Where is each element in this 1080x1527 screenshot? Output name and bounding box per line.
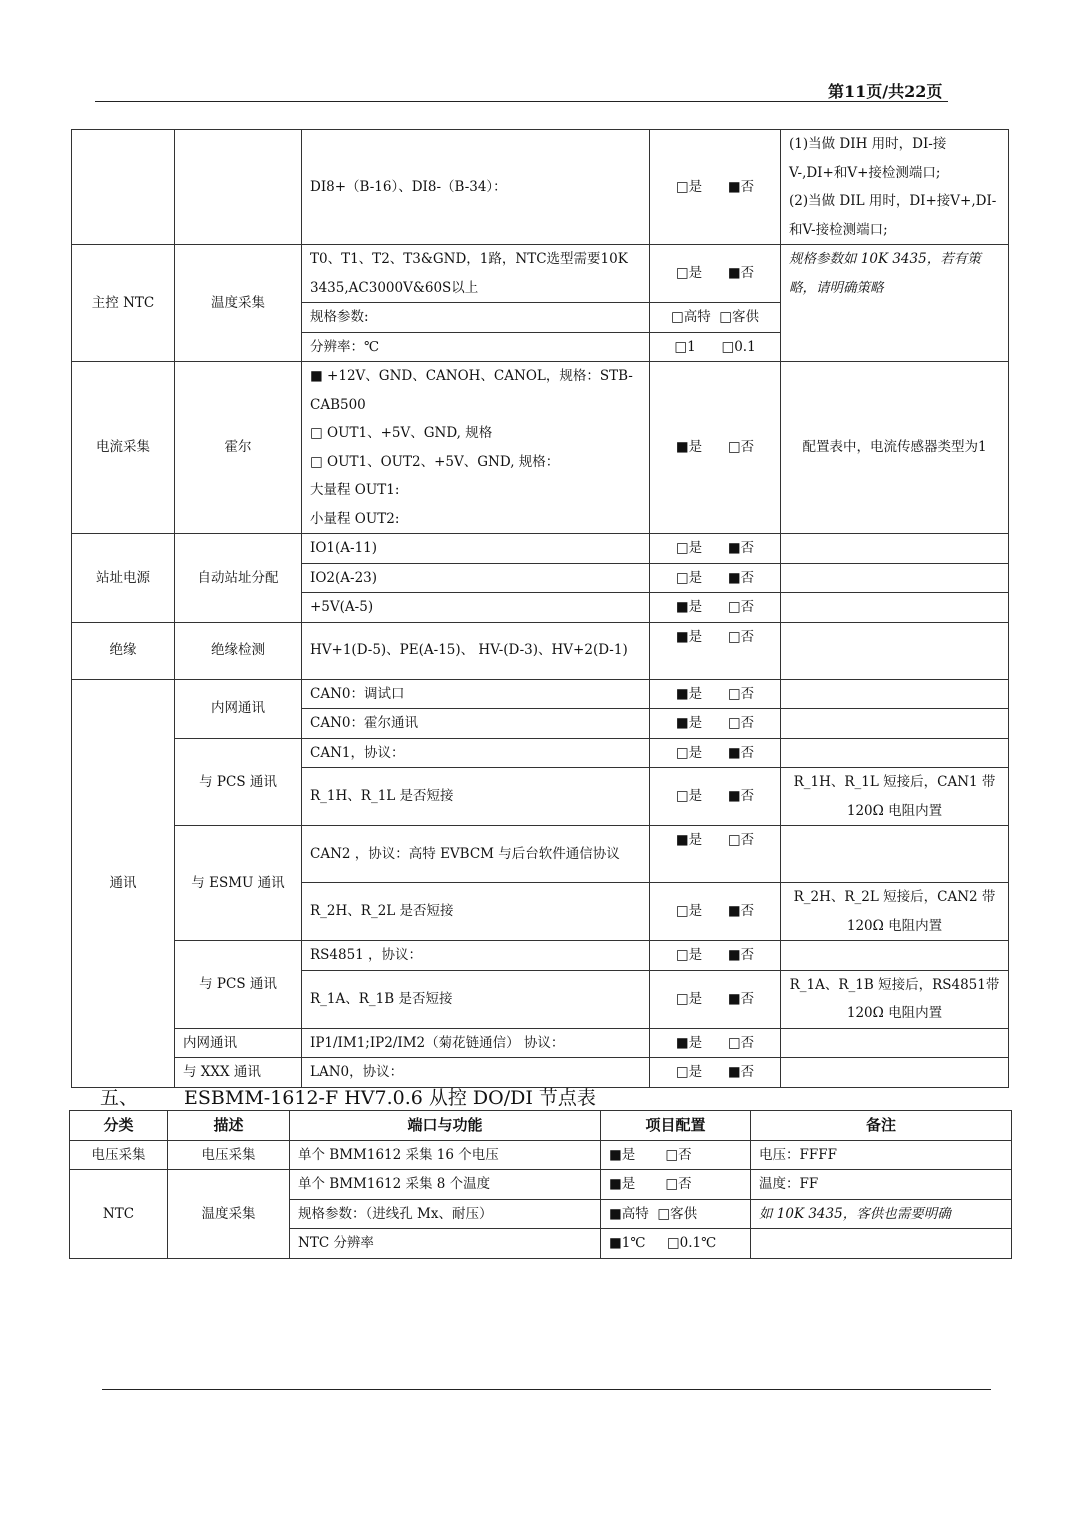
description-cell: 内网通讯 — [175, 679, 302, 738]
table-row — [72, 1028, 1009, 1058]
option-unchecked[interactable]: □是 — [675, 178, 703, 195]
table-row — [72, 245, 1009, 303]
category-cell: 电压采集 — [70, 1140, 168, 1170]
port-cell: NTC 分辨率 — [290, 1229, 601, 1259]
category-cell: 主控 NTC — [72, 245, 175, 362]
column-header: 项目配置 — [601, 1111, 751, 1141]
port-cell: IP1/IM1;IP2/IM2（菊花链通信） 协议： — [302, 1028, 650, 1058]
port-cell: R_1H、R_1L 是否短接 — [302, 768, 650, 826]
config-cell: ■是 □否 — [650, 362, 781, 534]
description-cell: 温度采集 — [175, 245, 302, 362]
config-cell: □是 ■否 — [650, 738, 781, 768]
port-cell: CAN0：调试口 — [302, 679, 650, 709]
port-cell: 分辨率：℃ — [302, 332, 650, 362]
table-header-row — [70, 1111, 1012, 1141]
column-header: 分类 — [70, 1111, 168, 1141]
port-cell: R_1A、R_1B 是否短接 — [302, 970, 650, 1028]
config-cell: ■是 □否 — [601, 1140, 751, 1170]
port-cell: 单个 BMM1612 采集 16 个电压 — [290, 1140, 601, 1170]
description-cell: 内网通讯 — [175, 1028, 302, 1058]
column-header: 描述 — [168, 1111, 290, 1141]
port-cell: CAN0：霍尔通讯 — [302, 709, 650, 739]
column-header: 端口与功能 — [290, 1111, 601, 1141]
table-row — [72, 738, 1009, 768]
node-table-slave — [69, 1110, 1012, 1259]
config-cell: ■是 □否 — [650, 709, 781, 739]
category-cell: 站址电源 — [72, 534, 175, 623]
category-cell: 绝缘 — [72, 622, 175, 679]
table-row — [70, 1140, 1012, 1170]
config-cell: ■高特 □客供 — [601, 1199, 751, 1229]
port-cell: CAN1，协议： — [302, 738, 650, 768]
note-cell: 如 10K 3435，客供也需要明确 — [751, 1199, 1012, 1229]
description-cell: 与 PCS 通讯 — [175, 941, 302, 1029]
config-cell — [650, 130, 781, 245]
config-cell: □是 ■否 — [650, 563, 781, 593]
description-cell: 绝缘检测 — [175, 622, 302, 679]
table-row — [72, 130, 1009, 245]
port-cell: HV+1(D-5)、PE(A-15)、 HV-(D-3)、HV+2(D-1) — [302, 622, 650, 679]
port-cell: +5V(A-5) — [302, 593, 650, 623]
config-cell: □1 □0.1 — [650, 332, 781, 362]
port-cell: IO2(A-23) — [302, 563, 650, 593]
port-cell: 规格参数: — [302, 303, 650, 333]
config-cell: ■是 □否 — [650, 1028, 781, 1058]
table-row — [72, 534, 1009, 564]
port-cell: ■ +12V、GND、CANOH、CANOL，规格：STB-CAB500 □ OUT1、+5V、GND, 规格 □ OUT1、OUT2、+5V、GND, 规格： 大量程 OUT1: 小量程 OUT2: — [302, 362, 650, 534]
port-cell: RS4851 ，协议： — [302, 941, 650, 971]
table-row — [72, 622, 1009, 679]
description-cell: 温度采集 — [168, 1170, 290, 1259]
note-cell: R_2H、R_2L 短接后，CAN2 带120Ω 电阻内置 — [781, 883, 1009, 941]
config-cell: ■是 □否 — [650, 622, 781, 679]
note-cell: 配置表中，电流传感器类型为1 — [781, 362, 1009, 534]
note-cell: 电压：FFFF — [751, 1140, 1012, 1170]
note-cell: R_1H、R_1L 短接后，CAN1 带120Ω 电阻内置 — [781, 768, 1009, 826]
config-cell: □是 ■否 — [650, 768, 781, 826]
note-cell: R_1A、R_1B 短接后，RS4851带120Ω 电阻内置 — [781, 970, 1009, 1028]
port-cell: 单个 BMM1612 采集 8 个温度 — [290, 1170, 601, 1200]
column-header: 备注 — [751, 1111, 1012, 1141]
node-table-main — [71, 129, 1009, 1088]
port-cell: DI8+（B-16）、DI8-（B-34）： — [302, 130, 650, 245]
config-cell: □高特 □客供 — [650, 303, 781, 333]
port-cell: T0、T1、T2、T3&GND，1路，NTC选型需要10K 3435,AC3000V&60S以上 — [302, 245, 650, 303]
config-cell: ■1℃ □0.1℃ — [601, 1229, 751, 1259]
category-cell: 通讯 — [72, 679, 175, 1087]
option-checked[interactable]: ■否 — [727, 178, 755, 195]
port-cell: LAN0，协议： — [302, 1058, 650, 1088]
footer-rule — [102, 1389, 991, 1390]
config-cell: □是 ■否 — [650, 941, 781, 971]
description-cell: 霍尔 — [175, 362, 302, 534]
header-rule — [95, 101, 948, 102]
section-heading: 五、 ESBMM-1612-F HV7.0.6 从控 DO/DI 节点表 — [100, 1087, 596, 1109]
config-cell: □是 ■否 — [650, 883, 781, 941]
config-cell: ■是 □否 — [601, 1170, 751, 1200]
config-cell: ■是 □否 — [650, 593, 781, 623]
port-cell: 规格参数：（进线孔 Mx、耐压） — [290, 1199, 601, 1229]
description-cell: 电压采集 — [168, 1140, 290, 1170]
table-row — [70, 1170, 1012, 1200]
note-cell: 温度：FF — [751, 1170, 1012, 1200]
port-cell: IO1(A-11) — [302, 534, 650, 564]
config-cell: ■是 □否 — [650, 679, 781, 709]
table-row — [72, 679, 1009, 709]
config-cell: ■是 □否 — [650, 826, 781, 883]
page-number: 第11页/共22页 — [828, 82, 943, 101]
description-cell: 自动站址分配 — [175, 534, 302, 623]
description-cell: 与 XXX 通讯 — [175, 1058, 302, 1088]
category-cell: 电流采集 — [72, 362, 175, 534]
category-cell: NTC — [70, 1170, 168, 1259]
description-cell: 与 PCS 通讯 — [175, 738, 302, 826]
port-cell: CAN2 ，协议：高特 EVBCM 与后台软件通信协议 — [302, 826, 650, 883]
table-row — [72, 826, 1009, 883]
note-cell: (1)当做 DIH 用时，DI-接V-,DI+和V+接检测端口; (2)当做 DIL 用时，DI+接V+,DI-和V-接检测端口; — [781, 130, 1009, 245]
config-cell: □是 ■否 — [650, 245, 781, 303]
config-cell: □是 ■否 — [650, 970, 781, 1028]
note-cell: 规格参数如 10K 3435，若有策略，请明确策略 — [781, 245, 1009, 362]
config-cell: □是 ■否 — [650, 1058, 781, 1088]
port-cell: R_2H、R_2L 是否短接 — [302, 883, 650, 941]
description-cell: 与 ESMU 通讯 — [175, 826, 302, 941]
table-row — [72, 362, 1009, 534]
table-row — [72, 941, 1009, 971]
config-cell: □是 ■否 — [650, 534, 781, 564]
